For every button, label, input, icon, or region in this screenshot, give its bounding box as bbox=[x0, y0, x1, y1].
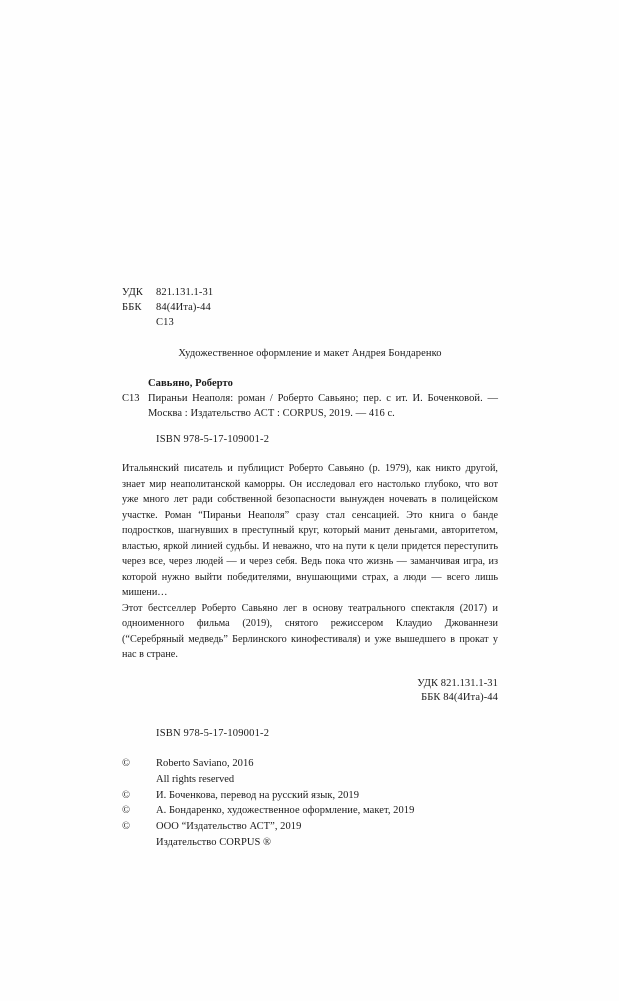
isbn-bottom: ISBN 978-5-17-109001-2 bbox=[156, 728, 270, 740]
design-credit: Художественное оформление и макет Андрея Бондаренко bbox=[178, 347, 442, 359]
entry-sigil: С13 bbox=[122, 392, 140, 404]
author-name: Савьяно, Роберто bbox=[148, 377, 234, 389]
page-content bbox=[122, 286, 498, 851]
bbk-value: 84(4Ита)-44 bbox=[156, 301, 211, 313]
copyright-row bbox=[122, 756, 498, 772]
copyright-icon: © bbox=[122, 789, 130, 801]
bbk-label: ББК bbox=[122, 301, 142, 313]
sigil-value: С13 bbox=[156, 316, 174, 328]
copyright-row bbox=[122, 819, 498, 835]
udk-value: 821.131.1-31 bbox=[156, 287, 214, 298]
udk-label: УДК bbox=[122, 287, 144, 298]
copyright-row bbox=[122, 803, 498, 819]
annotation-paragraph-1: Итальянский писатель и публицист Роберто Савьяно (р. 1979), как никто другой, знает мир неаполитанской каморры. Он исследовал его настолько глубоко, что вот уже много лет ради собственной безопасности вынужден ночевать в полицейском участке. Роман “Пираньи Неаполя” сразу стал сенсацией. Это книга о банде подростков, шагнувших в преступный круг, который манит деньгами, авторитетом, властью, яркой линией судьбы. И неважно, что на пути к цели придется переступить через все, через людей — и через себя. Ведь пока что жизнь — заманчивая игра, из которой нужно выйти победителями, внушающими страх, а люди — всего лишь мишени… bbox=[122, 463, 498, 599]
copyright-text: И. Боченкова, перевод на русский язык, 2019 bbox=[156, 789, 360, 801]
classification-block bbox=[122, 286, 498, 331]
classification-row-bbk bbox=[122, 301, 498, 316]
isbn-top: ISBN 978-5-17-109001-2 bbox=[156, 434, 270, 446]
codes-right-block bbox=[122, 677, 498, 706]
bbk-right: ББК 84(4Ита)-44 bbox=[421, 692, 498, 704]
copyright-text: Roberto Saviano, 2016 bbox=[156, 758, 254, 770]
classification-row-udk bbox=[122, 286, 498, 301]
copyright-list bbox=[122, 756, 498, 851]
copyright-icon: © bbox=[122, 821, 130, 833]
classification-row-sigil bbox=[122, 316, 498, 331]
copyright-subtext: All rights reserved bbox=[156, 773, 235, 785]
bibliographic-description bbox=[122, 391, 498, 421]
copyright-text: А. Бондаренко, художественное оформление, макет, 2019 bbox=[156, 805, 415, 817]
annotation-paragraph-2: Этот бестселлер Роберто Савьяно лег в основу театрального спектакля (2017) и одноименного фильма (2019), снятого режиссером Клаудио Джованнези (“Серебряный медведь” Берлинского кинофестиваля) и уже вышедшего в прокат у нас в стране. bbox=[122, 602, 498, 661]
entry-description: Пираньи Неаполя: роман / Роберто Савьяно; пер. с ит. И. Боченковой. — Москва : Издательство АСТ : CORPUS, 2019. — 416 с. bbox=[148, 392, 498, 419]
annotation-block bbox=[122, 461, 498, 663]
copyright-row bbox=[122, 788, 498, 804]
copyright-icon: © bbox=[122, 805, 130, 817]
udk-right: УДК 821.131.1-31 bbox=[417, 677, 498, 689]
copyright-text: ООО “Издательство АСТ”, 2019 bbox=[156, 821, 302, 833]
copyright-icon: © bbox=[122, 758, 130, 770]
publisher-imprint: Издательство CORPUS ® bbox=[156, 836, 272, 848]
